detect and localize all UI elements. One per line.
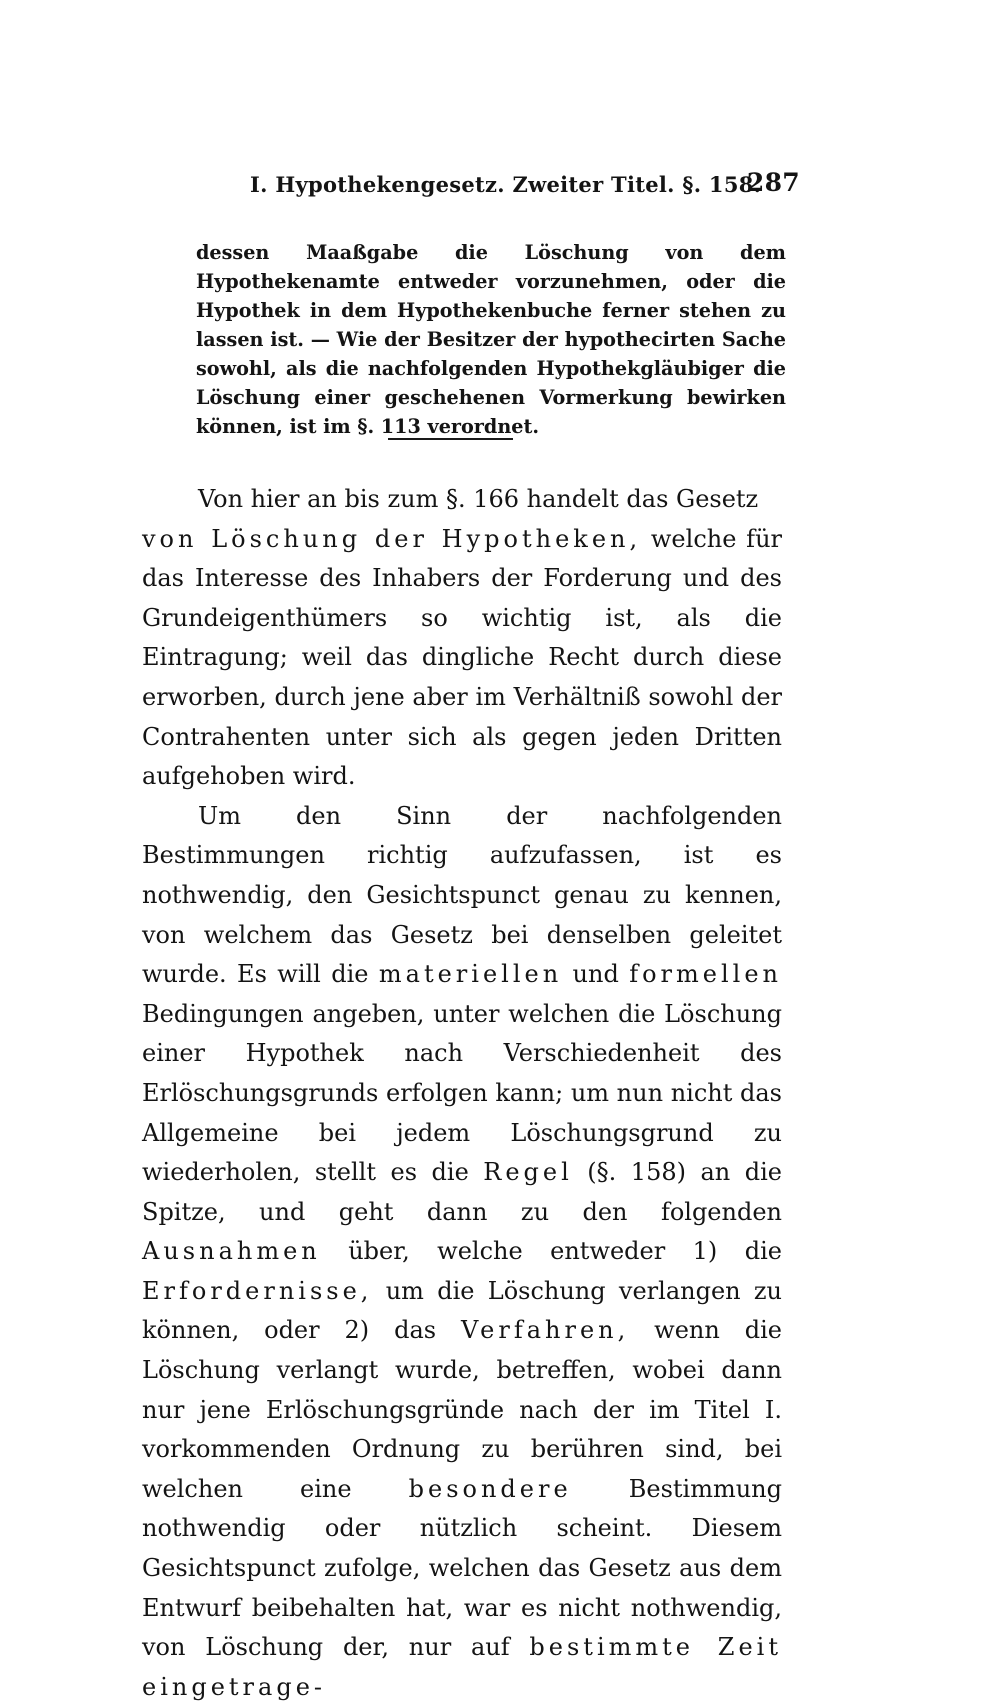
emphasis-regel: Regel <box>483 1158 573 1187</box>
paragraph-2-seg-6: um die Löschung verlangen zu können, oder 2) das <box>142 1276 782 1345</box>
paragraph-2-seg-8: Bestimmung nothwendig oder nützlich scheint. Diesem Gesichtspunct zufolge, welchen das Gesetz aus dem Entwurf beibehalten hat, war es nicht nothwendig, von Löschung der, nur auf <box>142 1474 782 1662</box>
emphasis-erfordernisse: Erfordernisse, <box>142 1276 373 1305</box>
paragraph-2-seg-4: (§. 158) an die Spitze, und geht dann zu den folgenden <box>142 1158 782 1226</box>
paragraph-2-seg-5: über, welche entweder 1) die <box>320 1237 782 1266</box>
emphasis-formellen: formellen <box>629 960 782 989</box>
paragraph-2-seg-7: wenn die Löschung verlangt wurde, betreffen, wobei dann nur jene Erlöschungsgründe nach der im Titel I. vorkommenden Ordnung zu berühren sind, bei welchen eine <box>142 1316 782 1503</box>
main-text <box>142 480 782 1707</box>
footnote: dessen Maaßgabe die Löschung von dem Hypothekenamte entweder vorzunehmen, oder die Hypothek in dem Hypothekenbuche ferner stehen zu lassen ist. — Wie der Besitzer der hypothecirten Sache sowohl, als die nachfolgenden Hypothekgläubiger die Löschung einer geschehenen Vormerkung bewirken können, ist im §. 113 verordnet. <box>196 241 786 438</box>
page-number: 287 <box>746 168 800 197</box>
paragraph-2-seg-1: Um den Sinn der nachfolgenden Bestimmungen richtig aufzufassen, ist es nothwendig, den Gesichtspunct genau zu kennen, von welchem das Gesetz bei denselben geleitet wurde. Es will die <box>142 801 782 989</box>
emphasis-bestimmte-zeit: bestimmte Zeit eingetrage- <box>142 1633 782 1701</box>
paragraph-1-opening: Von hier an bis zum §. 166 handelt das Gesetz <box>198 485 759 513</box>
paragraph-2 <box>142 797 782 1707</box>
emphasis-besondere: besondere <box>408 1474 572 1503</box>
running-head <box>250 168 800 208</box>
emphasis-verfahren: Verfahren, <box>461 1316 630 1345</box>
section-divider <box>388 438 513 440</box>
emphasis-loeschung-der-hypotheken: von Löschung der Hypotheken, <box>142 524 642 553</box>
paragraph-1 <box>142 480 782 797</box>
paragraph-2-seg-2: und <box>562 960 630 989</box>
emphasis-materiellen: materiellen <box>378 960 563 989</box>
paragraph-2-seg-3: Bedingungen angeben, unter welchen die Löschung einer Hypothek nach Verschiedenheit des Erlöschungsgrunds erfolgen kann; um nun nicht das Allgemeine bei jedem Löschungsgrund zu wiederholen, stellt es die <box>142 999 782 1187</box>
paragraph-1-rest: welche für das Interesse des Inhabers der Forderung und des Grundeigenthümers so wichtig ist, als die Eintragung; weil das dingliche Recht durch diese erworben, durch jene aber im Verhältniß sowohl der Contrahenten unter sich als gegen jeden Dritten aufgehoben wird. <box>142 524 782 791</box>
emphasis-ausnahmen: Ausnahmen <box>142 1237 321 1266</box>
running-title: I. Hypothekengesetz. Zweiter Titel. §. 158. <box>250 172 762 197</box>
